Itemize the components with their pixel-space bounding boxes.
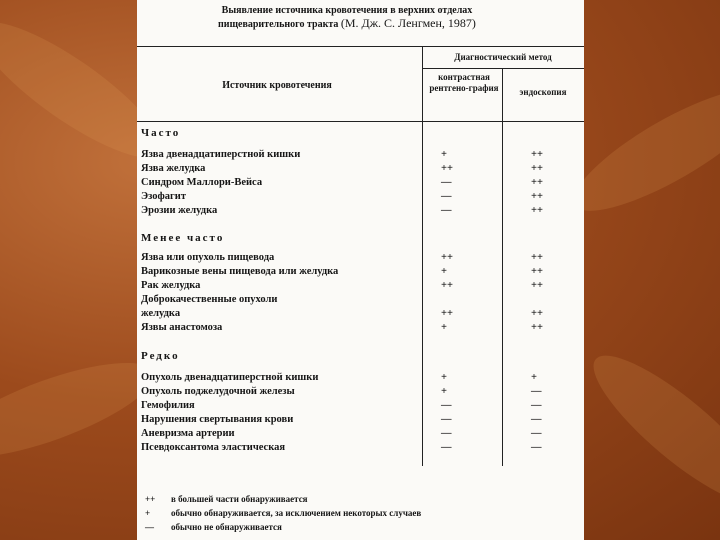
endoscopy-value: ++ (531, 149, 543, 160)
row-name: Доброкачественные опухоли (141, 294, 278, 305)
row-name: Эзофагит (141, 191, 187, 202)
table-title (182, 4, 512, 31)
legend-item (145, 508, 421, 518)
xray-value: — (441, 414, 452, 425)
row-name: желудка (141, 308, 181, 319)
xray-value: — (441, 177, 452, 188)
xray-value: ++ (441, 252, 453, 263)
table-row (141, 252, 576, 266)
legend-item (145, 522, 282, 532)
table-row (141, 372, 576, 386)
table-row (141, 177, 576, 191)
title-line-1: Выявление источника кровотечения в верхних отделах (221, 5, 473, 16)
legend-text: обычно обнаруживается, за исключением некоторых случаев (171, 508, 422, 518)
table-row (141, 294, 576, 308)
endoscopy-value: ++ (531, 191, 543, 202)
table-row (141, 266, 576, 280)
legend-symbol: — (145, 522, 154, 532)
row-name: Псевдоксантома эластическая (141, 442, 286, 453)
endoscopy-value: + (531, 372, 537, 383)
xray-value: — (441, 428, 452, 439)
row-name: Варикозные вены пищевода или желудка (141, 266, 339, 277)
legend-text: в большей части обнаруживается (171, 494, 308, 504)
endoscopy-value: ++ (531, 205, 543, 216)
xray-value: — (441, 191, 452, 202)
row-name: Опухоль поджелудочной железы (141, 386, 295, 397)
endoscopy-value: — (531, 414, 542, 425)
xray-value: + (441, 372, 447, 383)
xray-value: + (441, 149, 447, 160)
endoscopy-value: ++ (531, 163, 543, 174)
section-label-less-often: Менее часто (141, 232, 225, 244)
endoscopy-value: — (531, 400, 542, 411)
xray-value: + (441, 322, 447, 333)
table-row (141, 386, 576, 400)
endoscopy-value: ++ (531, 322, 543, 333)
table-row (141, 400, 576, 414)
title-line-2: пищеварительного тракта (218, 19, 339, 30)
background-leaf-decoration (576, 336, 720, 523)
xray-value: + (441, 386, 447, 397)
table-row (141, 280, 576, 294)
table-row (141, 149, 576, 163)
legend-text: обычно не обнаруживается (171, 522, 282, 532)
document-page (137, 0, 584, 540)
section-label-often: Часто (141, 127, 181, 139)
table-row (141, 414, 576, 428)
table-row (141, 163, 576, 177)
endoscopy-value: — (531, 386, 542, 397)
title-reference: (М. Дж. С. Ленгмен, 1987) (340, 16, 476, 30)
row-name: Эрозии желудка (141, 205, 218, 216)
row-name: Язва двенадцатиперстной кишки (141, 149, 301, 160)
table-row (141, 322, 576, 336)
xray-value: — (441, 442, 452, 453)
header-top-rule (137, 46, 584, 47)
legend-symbol: ++ (145, 494, 156, 504)
endoscopy-value: ++ (531, 177, 543, 188)
row-name: Язва желудка (141, 163, 206, 174)
legend-symbol: + (145, 508, 151, 518)
row-name: Язва или опухоль пищевода (141, 252, 275, 263)
xray-value: + (441, 266, 447, 277)
row-name: Опухоль двенадцатиперстной кишки (141, 372, 319, 383)
endoscopy-value: ++ (531, 252, 543, 263)
xray-value: — (441, 205, 452, 216)
table-row (141, 308, 576, 322)
endoscopy-value: — (531, 428, 542, 439)
header-method: Диагностический метод (454, 52, 552, 62)
row-name: Гемофилия (141, 400, 195, 411)
header-bottom-rule (137, 121, 584, 122)
xray-value: — (441, 400, 452, 411)
method-underline (422, 68, 584, 69)
xray-value: ++ (441, 280, 453, 291)
endoscopy-value: ++ (531, 280, 543, 291)
table-row (141, 191, 576, 205)
xray-value: ++ (441, 163, 453, 174)
endoscopy-value: ++ (531, 308, 543, 319)
row-name: Синдром Маллори-Вейса (141, 177, 263, 188)
table-row (141, 442, 576, 456)
row-name: Рак желудка (141, 280, 201, 291)
row-name: Аневризма артерии (141, 428, 235, 439)
endoscopy-value: ++ (531, 266, 543, 277)
header-col-1: контрастная рентгено-графия (429, 72, 499, 93)
endoscopy-value: — (531, 442, 542, 453)
header-col-2: эндоскопия (519, 87, 567, 97)
row-name: Язвы анастомоза (141, 322, 223, 333)
xray-value: ++ (441, 308, 453, 319)
table-row (141, 428, 576, 442)
section-label-rarely: Редко (141, 350, 180, 362)
table-row (141, 205, 576, 219)
legend-item (145, 494, 308, 504)
row-name: Нарушения свертывания крови (141, 414, 294, 425)
header-source: Источник кровотечения (222, 80, 332, 91)
